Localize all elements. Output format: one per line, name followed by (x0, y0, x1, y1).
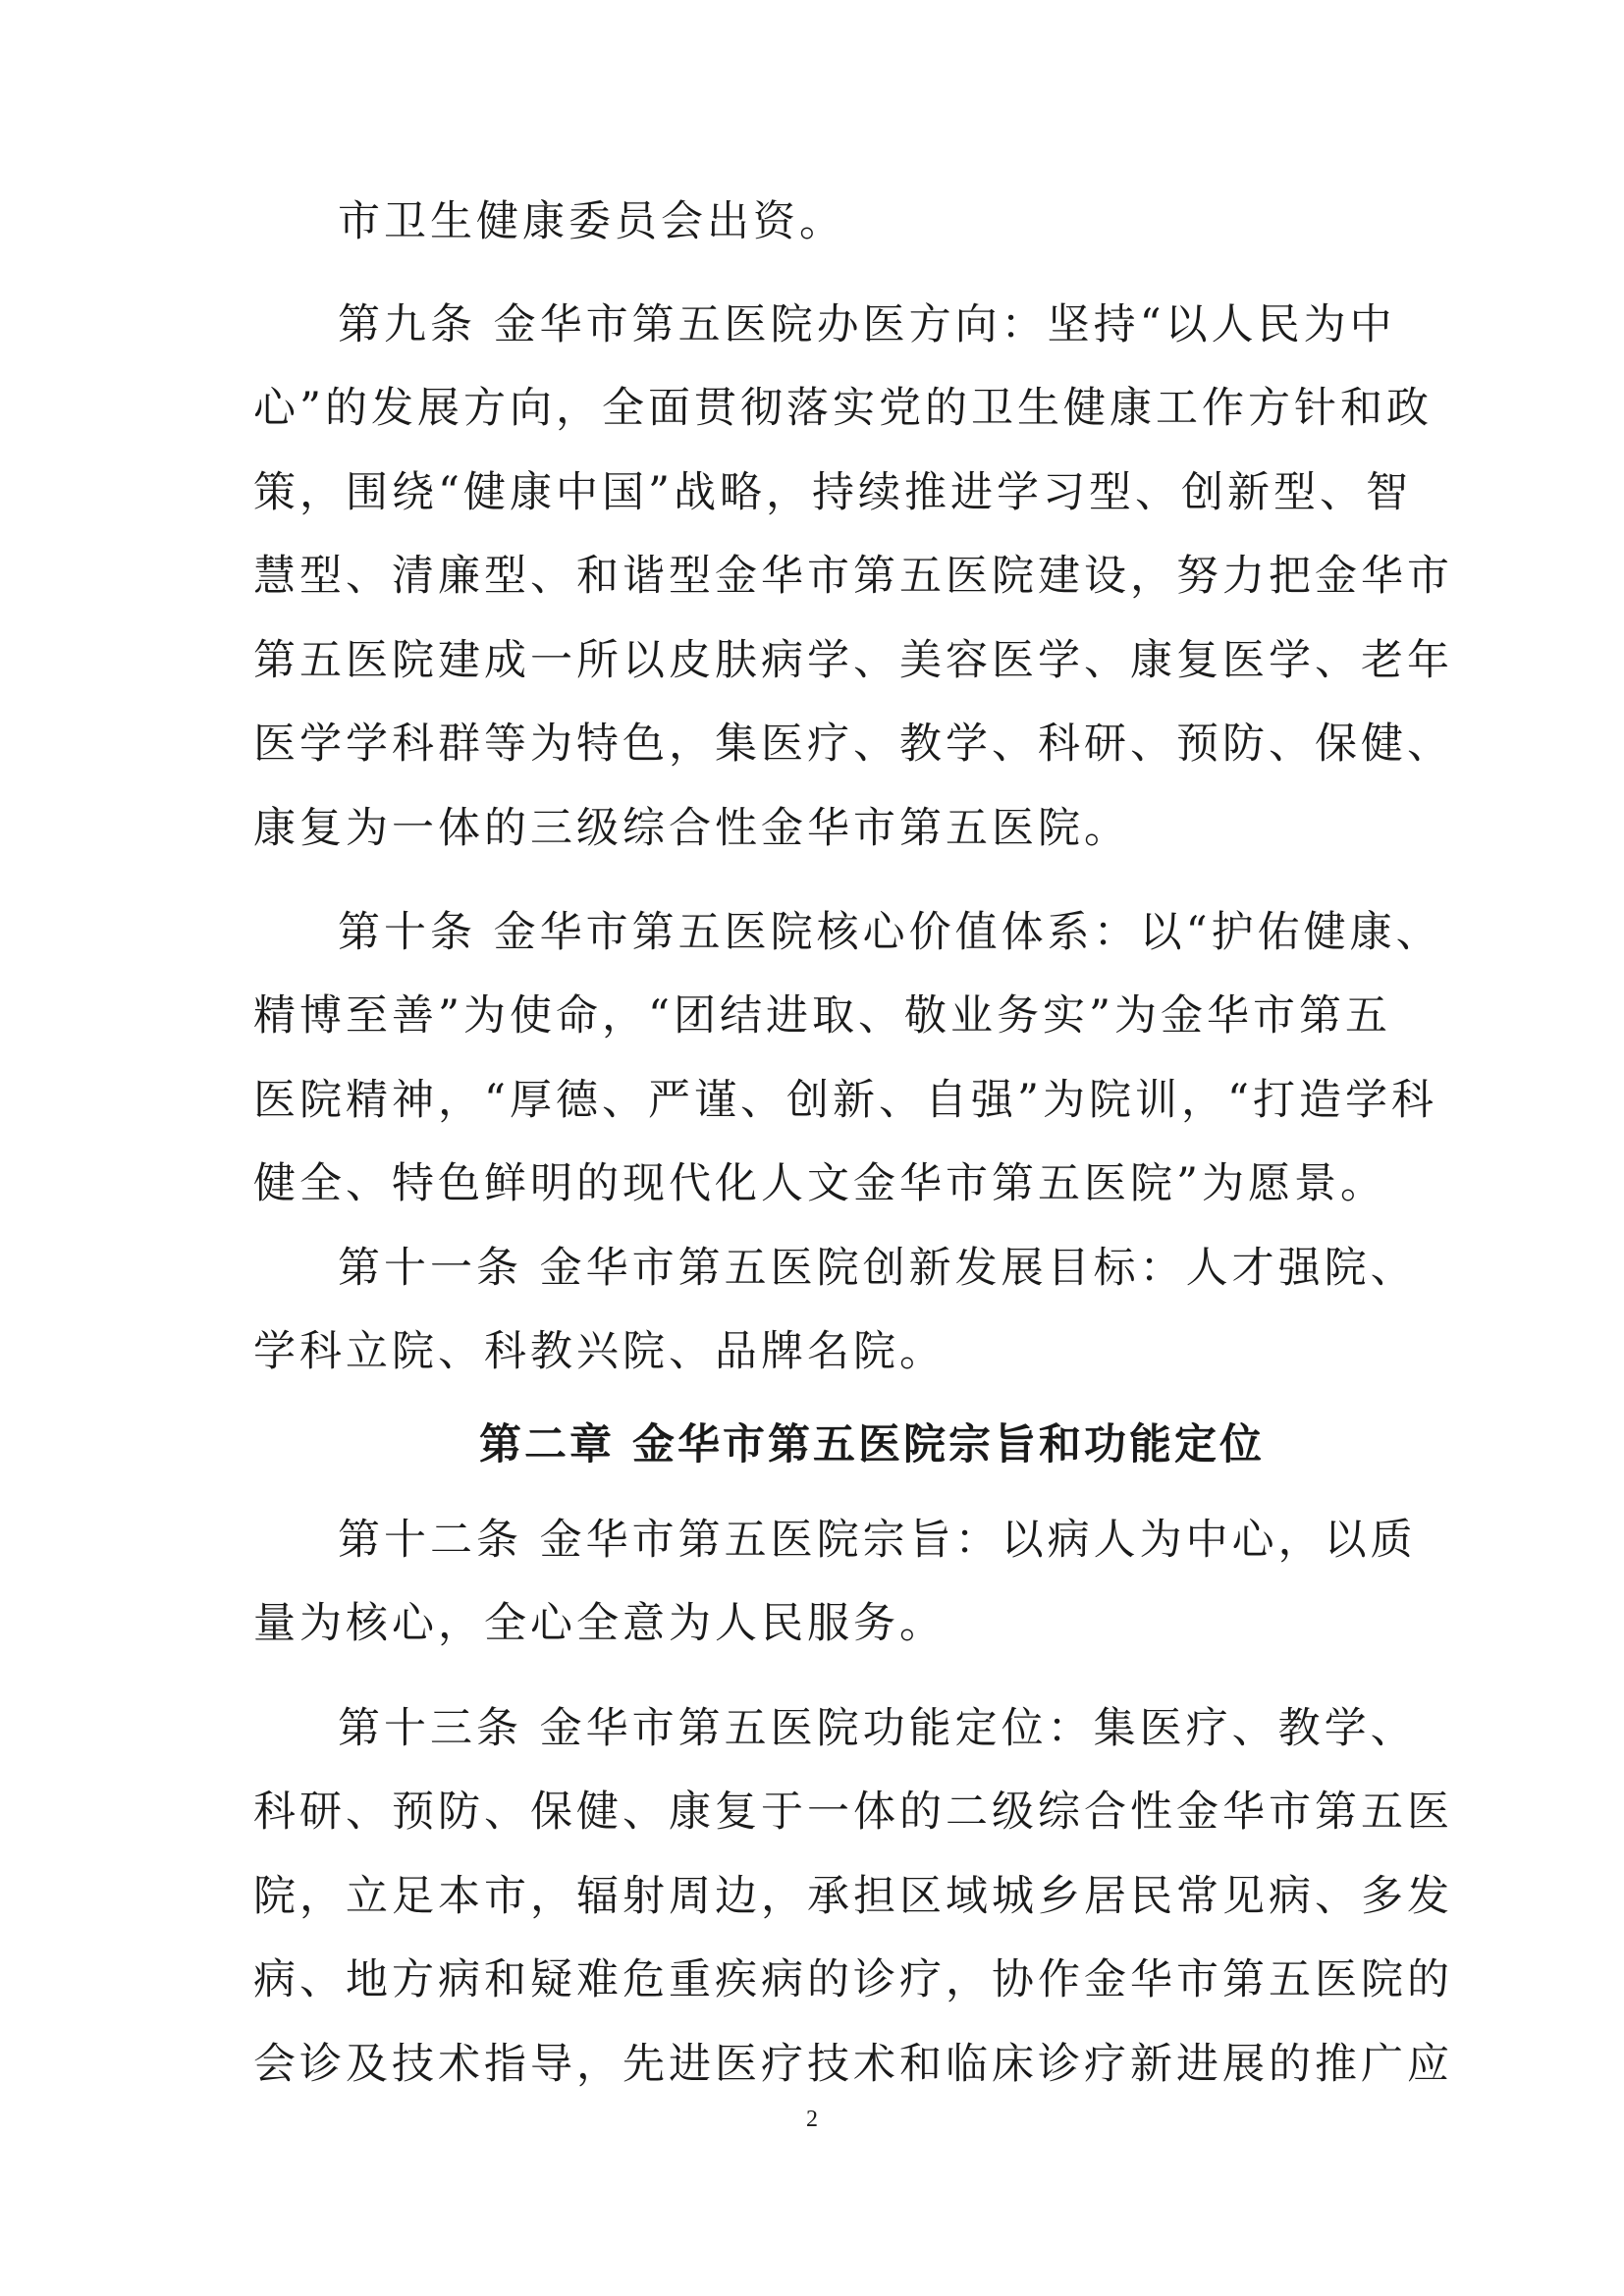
text-line: 精博至善”为使命，“团结进取、敬业务实”为金华市第五 (253, 991, 1391, 1041)
text-line: 健全、特色鲜明的现代化人文金华市第五医院”为愿景。 (253, 1159, 1386, 1208)
text-line: 第五医院建成一所以皮肤病学、美容医学、康复医学、老年 (253, 636, 1453, 685)
text-line: 心”的发展方向，全面贯彻落实党的卫生健康工作方针和政 (253, 384, 1433, 433)
article-11-heading-line: 第十一条 金华市第五医院创新发展目标：人才强院、 (338, 1244, 1417, 1293)
article-9-heading-line: 第九条 金华市第五医院办医方向：坚持“以人民为中 (338, 300, 1396, 349)
text-line: 学科立院、科教兴院、品牌名院。 (253, 1327, 946, 1376)
article-12-heading-line: 第十二条 金华市第五医院宗旨：以病人为中心，以质 (338, 1516, 1417, 1565)
text-line: 院，立足本市，辐射周边，承担区域城乡居民常见病、多发 (253, 1872, 1453, 1921)
text-line: 市卫生健康委员会出资。 (338, 197, 845, 246)
page-number: 2 (806, 2107, 818, 2132)
text-line: 会诊及技术指导，先进医疗技术和临床诊疗新进展的推广应 (253, 2040, 1453, 2089)
text-line: 医院精神，“厚德、严谨、创新、自强”为院训，“打造学科 (253, 1076, 1437, 1125)
text-line: 慧型、清廉型、和谐型金华市第五医院建设，努力把金华市 (253, 552, 1453, 601)
text-line: 科研、预防、保健、康复于一体的二级综合性金华市第五医 (253, 1788, 1453, 1837)
text-line: 康复为一体的三级综合性金华市第五医院。 (253, 804, 1130, 853)
text-line: 病、地方病和疑难危重疾病的诊疗，协作金华市第五医院的 (253, 1955, 1453, 2004)
chapter-title: 第二章 金华市第五医院宗旨和功能定位 (479, 1420, 1265, 1469)
text-line: 策，围绕“健康中国”战略，持续推进学习型、创新型、智 (253, 468, 1412, 517)
article-10-heading-line: 第十条 金华市第五医院核心价值体系：以“护佑健康、 (338, 908, 1442, 957)
text-line: 医学学科群等为特色，集医疗、教学、科研、预防、保健、 (253, 720, 1453, 769)
article-13-heading-line: 第十三条 金华市第五医院功能定位：集医疗、教学、 (338, 1704, 1417, 1753)
text-line: 量为核心，全心全意为人民服务。 (253, 1599, 946, 1648)
